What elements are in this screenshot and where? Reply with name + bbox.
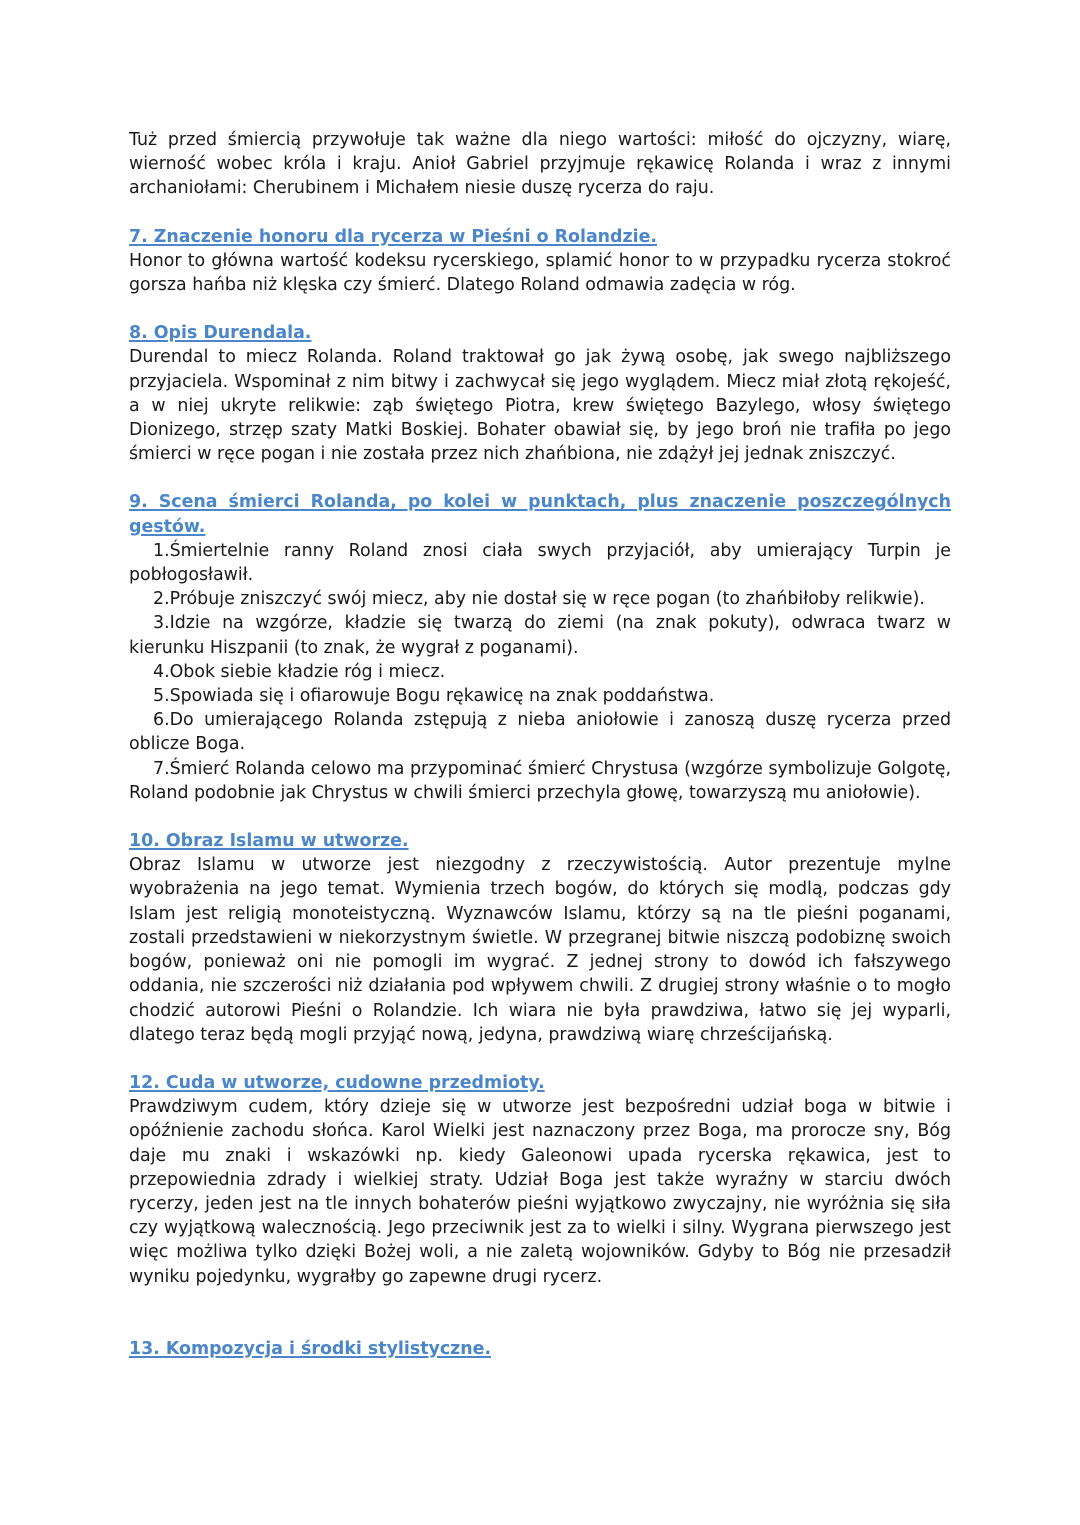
section-heading-honor: 7. Znaczenie honoru dla rycerza w Pieśni o Rolandzie.: [129, 226, 657, 247]
section-durendal: [129, 321, 951, 466]
section-honor: [129, 225, 951, 298]
list-item: 2.Próbuje zniszczyć swój miecz, aby nie dostał się w ręce pogan (to zhańbiłoby relikwie).: [153, 589, 925, 610]
section-text-honor: Honor to główna wartość kodeksu rycerskiego, splamić honor to w przypadku rycerza stokroć gorsza hańba niż klęska czy śmierć. Dlatego Roland odmawia zadęcia w róg.: [129, 250, 951, 296]
list-item: 6.Do umierającego Rolanda zstępują z nieba aniołowie i zanoszą duszę rycerza przed oblicze Boga.: [129, 710, 951, 755]
document-page: [129, 128, 951, 1361]
section-text-miracles: Prawdziwym cudem, który dzieje się w utworze jest bezpośredni udział boga w bitwie i opóźnienie zachodu słońca. Karol Wielki jest naznaczony przez Boga, ma prorocze sny, Bóg daje mu znaki i wskazówki np. kiedy Galeonowi upada rycerska rękawica, jest to przepowiednia zdrady i wielkiej straty. Udział Boga jest także wyraźny w starciu dwóch rycerzy, jeden jest na tle innych bohaterów pieśni wyjątkowo zwyczajny, nie wyróżnia się siła czy wyjątkową walecznością. Jego przeciwnik jest za to wielki i silny. Wygrana pierwszego jest więc możliwa tylko dzięki Bożej woli, a nie zaletą wojowników. Gdyby to Bóg nie przesadził wyniku pojedynku, wygrałby go zapewne drugi rycerz.: [129, 1097, 951, 1287]
list-item: 1.Śmiertelnie ranny Roland znosi ciała swych przyjaciół, aby umierający Turpin je pobłogosławił.: [129, 540, 951, 586]
section-heading-composition: 13. Kompozycja i środki stylistyczne.: [129, 1338, 492, 1359]
section-heading-durendal: 8. Opis Durendala.: [129, 323, 312, 344]
intro-paragraph: Tuż przed śmiercią przywołuje tak ważne dla niego wartości: miłość do ojczyzny, wiarę, wierność wobec króla i kraju. Anioł Gabriel przyjmuje rękawicę Rolanda i wraz z innymi archaniołami: Cherubinem i Michałem niesie duszę rycerza do raju.: [129, 130, 951, 199]
list-item: 4.Obok siebie kładzie róg i miecz.: [153, 661, 446, 682]
section-death-scene: [129, 490, 951, 805]
section-heading-miracles: 12. Cuda w utworze, cudowne przedmioty.: [129, 1072, 545, 1093]
section-heading-islam: 10. Obraz Islamu w utworze.: [129, 831, 409, 852]
section-text-durendal: Durendal to miecz Rolanda. Roland traktował go jak żywą osobę, jak swego najbliższego przyjaciela. Wspominał z nim bitwy i zachwycał się jego wyglądem. Miecz miał złotą rękojeść, a w niej ukryte relikwie: ząb świętego Piotra, krew świętego Bazylego, włosy świętego Dionizego, strzęp szaty Matki Boskiej. Bohater obawiał się, by jego broń nie trafiła po jego śmierci w ręce pogan i nie została przez nich zhańbiona, nie zdążył jej jednak zniszczyć.: [129, 347, 951, 465]
section-composition: [129, 1337, 951, 1361]
section-islam: [129, 829, 951, 1047]
death-scene-list: [129, 539, 951, 805]
list-item: 3.Idzie na wzgórze, kładzie się twarzą do ziemi (na znak pokuty), odwraca twarz w kierunku Hiszpanii (to znak, że wygrał z poganami).: [129, 613, 951, 658]
list-item: 7.Śmierć Rolanda celowo ma przypominać śmierć Chrystusa (wzgórze symbolizuje Golgotę, Roland podobnie jak Chrystus w chwili śmierci przechyla głowę, towarzyszą mu aniołowie).: [129, 758, 951, 803]
section-text-islam: Obraz Islamu w utworze jest niezgodny z rzeczywistością. Autor prezentuje mylne wyobrażenia na jego temat. Wymienia trzech bogów, do których się modlą, podczas gdy Islam jest religią monoteistyczną. Wyznawców Islamu, którzy są na tle pieśni poganami, zostali przedstawieni w niekorzystnym świetle. W przegranej bitwie niszczą podobiznę swoich bogów, ponieważ oni nie pomogli im wygrać. Z jednej strony to dowód ich fałszywego oddania, nie szczerości niż działania pod wpływem chwili. Z drugiej strony właśnie o to mogło chodzić autorowi Pieśni o Rolandzie. Ich wiara nie była prawdziwa, łatwo się jej wyparli, dlatego teraz będą mogli przyjąć nową, jedyna, prawdziwą wiarę chrześcijańską.: [129, 855, 951, 1045]
section-miracles: [129, 1071, 951, 1289]
list-item: 5.Spowiada się i ofiarowuje Bogu rękawicę na znak poddaństwa.: [153, 686, 715, 707]
section-heading-death-scene: 9. Scena śmierci Rolanda, po kolei w punktach, plus znaczenie poszczególnych gestów.: [129, 492, 951, 537]
